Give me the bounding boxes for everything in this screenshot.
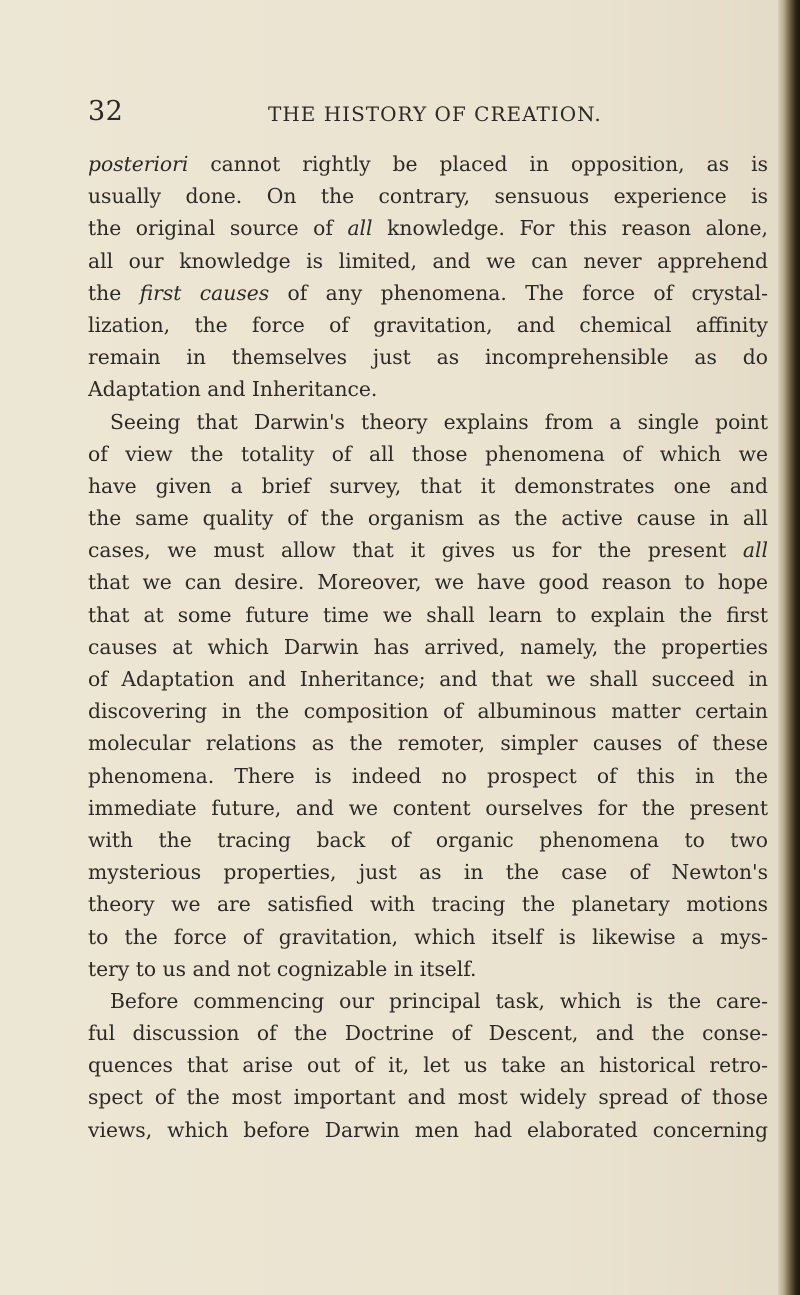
text-line [88,824,768,856]
italic-segment: first causes [139,280,270,305]
text-segment: remain in themselves just as incomprehensible as do [88,345,768,370]
text-line [88,760,768,792]
text-segment: Before commencing our principal task, which is the care- [110,988,768,1013]
text-segment: cases, we must allow that it gives us for the present [88,538,743,563]
running-head [88,96,768,136]
text-segment: usually done. On the contrary, sensuous experience is [88,184,768,209]
text-segment: the [88,280,140,305]
text-segment: Adaptation and Inheritance. [88,377,378,402]
text-line [88,1081,768,1113]
text-segment: molecular relations as the remoter, simpler causes of these [88,731,768,756]
text-segment: Seeing that Darwin's theory explains from a single point [110,409,768,434]
body-text [88,148,768,1146]
text-segment: immediate future, and we content ourselves for the present [88,795,768,820]
text-segment: knowledge. For this reason alone, [372,216,768,241]
text-line [88,1017,768,1049]
text-line [88,631,768,663]
text-line [88,985,768,1017]
text-line [88,438,768,470]
text-line [88,534,768,566]
text-line [88,663,768,695]
running-title: THE HISTORY OF CREATION. [268,102,602,126]
page-number: 32 [88,96,124,127]
text-segment: of view the totality of all those phenomena of which we [88,441,768,466]
text-segment: mysterious properties, just as in the case of Newton's [88,860,768,885]
text-segment: views, which before Darwin men had elaborated concerning [88,1117,768,1142]
text-line [88,1049,768,1081]
page-binding-edge [778,0,800,1295]
text-line [88,341,768,373]
text-line [88,792,768,824]
text-line [88,406,768,438]
text-line [88,148,768,180]
text-segment: theory we are satisfied with tracing the planetary motions [88,892,768,917]
text-segment: ful discussion of the Doctrine of Descent, and the conse- [88,1021,768,1046]
text-segment: to the force of gravitation, which itself is likewise a mys- [88,924,768,949]
italic-segment: posteriori [88,152,189,176]
italic-segment: all [347,216,373,241]
text-segment: all our knowledge is limited, and we can never apprehend [88,248,768,273]
text-segment: that at some future time we shall learn to explain the first [88,602,768,627]
text-segment: lization, the force of gravitation, and chemical affinity [88,312,768,337]
text-segment: causes at which Darwin has arrived, namely, the properties [88,634,768,659]
text-line [88,470,768,502]
text-segment: have given a brief survey, that it demonstrates one and [88,473,768,498]
text-segment: phenomena. There is indeed no prospect of this in the [88,763,768,788]
text-segment: with the tracing back of organic phenomena to two [88,827,768,852]
text-segment: of Adaptation and Inheritance; and that we shall succeed in [88,667,768,691]
text-line [88,373,768,405]
text-line [88,888,768,920]
text-line [88,566,768,598]
text-segment: of any phenomena. The force of crystal- [269,280,768,305]
text-segment: spect of the most important and most widely spread of those [88,1085,768,1110]
text-line [88,180,768,212]
text-line [88,212,768,244]
text-line [88,727,768,759]
text-segment: that we can desire. Moreover, we have good reason to hope [88,570,768,595]
text-segment: cannot rightly be placed in opposition, as is [188,152,768,176]
text-segment: the same quality of the organism as the active cause in all [88,506,768,531]
text-line [88,502,768,534]
text-line [88,695,768,727]
text-line [88,309,768,341]
text-line [88,921,768,953]
text-segment: tery to us and not cognizable in itself. [88,956,477,981]
text-segment: the original source of [88,216,348,241]
text-segment: discovering in the composition of albuminous matter certain [88,699,768,724]
italic-segment: all [742,538,768,563]
text-segment: quences that arise out of it, let us take an historical retro- [88,1053,768,1078]
text-line [88,856,768,888]
text-line [88,245,768,277]
text-line [88,1114,768,1146]
text-line [88,953,768,985]
text-line [88,277,768,309]
text-line [88,599,768,631]
